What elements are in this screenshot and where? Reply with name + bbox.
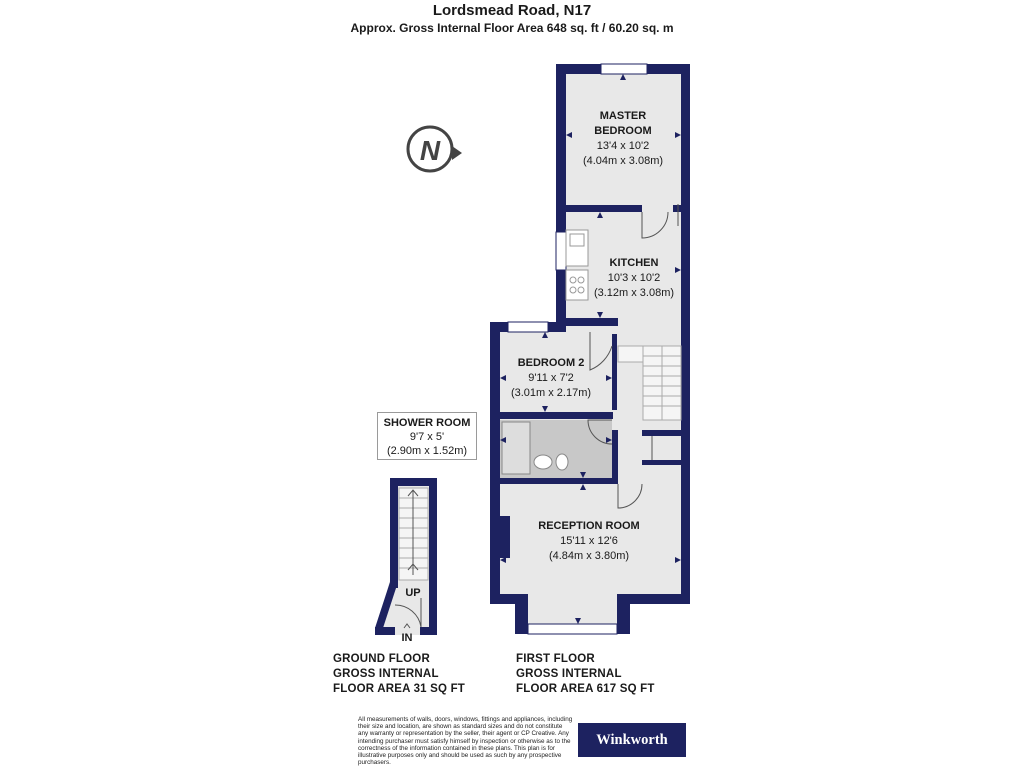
first-floor-caption [516, 652, 655, 697]
in-label: IN [401, 632, 413, 644]
compass-letter: N [419, 135, 441, 166]
first-floor-caption-line: FLOOR AREA 617 SQ FT [516, 683, 655, 695]
shower-room-metric: (2.90m x 1.52m) [386, 445, 468, 457]
north-compass-icon [408, 127, 462, 171]
bedroom2-metric: (3.01m x 2.17m) [510, 387, 592, 399]
winkworth-logo: Winkworth [578, 723, 686, 757]
kitchen-label: KITCHEN [609, 257, 659, 269]
ground-floor-caption-line: GROSS INTERNAL [333, 668, 439, 680]
bedroom2-label: BEDROOM 2 [517, 357, 585, 369]
ground-floor-plan [375, 478, 437, 644]
bedroom2-imperial: 9'11 x 7'2 [528, 372, 574, 384]
up-label: UP [405, 587, 421, 599]
first-floor-caption-line: FIRST FLOOR [516, 653, 595, 665]
first-floor-plan [490, 64, 690, 634]
shower-room-callout [377, 412, 477, 460]
first-floor-caption-line: GROSS INTERNAL [516, 668, 622, 680]
kitchen-imperial: 10'3 x 10'2 [607, 272, 661, 284]
reception-label: RECEPTION ROOM [538, 520, 640, 532]
floor-area-subtitle: Approx. Gross Internal Floor Area 648 sq. ft / 60.20 sq. m [350, 21, 674, 35]
master-bedroom-label-2: BEDROOM [594, 125, 652, 137]
shower-room-imperial: 9'7 x 5' [409, 431, 445, 443]
master-bedroom-imperial: 13'4 x 10'2 [596, 140, 650, 152]
ground-floor-caption-line: GROUND FLOOR [333, 653, 430, 665]
kitchen-metric: (3.12m x 3.08m) [593, 287, 675, 299]
page-title: Lordsmead Road, N17 [432, 2, 592, 19]
kitchen-fittings [566, 230, 588, 300]
shower-room-label: SHOWER ROOM [383, 417, 471, 429]
master-bedroom-metric: (4.04m x 3.08m) [582, 155, 664, 167]
reception-metric: (4.84m x 3.80m) [548, 550, 630, 562]
ground-floor-caption-line: FLOOR AREA 31 SQ FT [333, 683, 466, 695]
disclaimer-text: All measurements of walls, doors, windows, fittings and appliances, including their size and location, are shown as standard sizes and do not constitute any warranty or representation by the seller, their agent or CP Creative. Any intending purchaser must satisfy himself by inspection or otherwise as to the correctness of the information contained in these plans. This plan is for illustrative purposes only and should be used as such by any prospective purchasers. [358, 716, 573, 767]
reception-imperial: 15'11 x 12'6 [560, 535, 618, 547]
ground-floor-caption [333, 652, 465, 697]
master-bedroom-label: MASTER [599, 110, 647, 122]
